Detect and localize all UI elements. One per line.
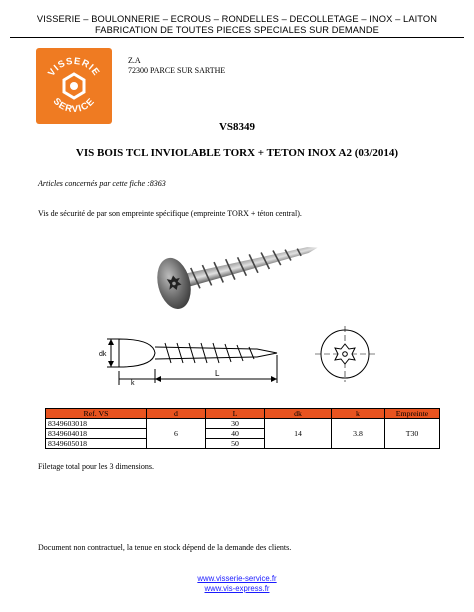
header-line-1: VISSERIE – BOULONNERIE – ECROUS – RONDELLES – DECOLLETAGE – INOX – LAITON — [36, 14, 438, 24]
torx-front-view-icon — [315, 326, 375, 382]
footer-link-visserie[interactable]: www.visserie-service.fr — [197, 574, 277, 583]
logo-graphic — [36, 48, 112, 124]
label-l: L — [215, 369, 220, 378]
screw-photo — [150, 228, 330, 306]
cell-ref: 8349604018 — [46, 429, 147, 439]
table-header-row — [46, 409, 440, 419]
footer-link-vis-express[interactable]: www.vis-express.fr — [204, 584, 270, 593]
cell-length: 30 — [206, 419, 265, 429]
header-ref: Ref. VS — [46, 409, 147, 419]
cell-length: 50 — [206, 439, 265, 449]
spec-table — [45, 408, 440, 449]
cell-dk: 14 — [265, 419, 332, 449]
cell-ref: 8349605018 — [46, 439, 147, 449]
label-dk: dk — [99, 351, 107, 358]
logo-text-bottom: SERVICE — [50, 95, 98, 116]
company-logo — [36, 48, 112, 124]
header-line-2: FABRICATION DE TOUTES PIECES SPECIALES SUR DEMANDE — [95, 25, 379, 35]
logo-text-top: VISSERIE — [46, 55, 102, 79]
cell-d: 6 — [147, 419, 206, 449]
header-l: L — [206, 409, 265, 419]
cell-k: 3.8 — [332, 419, 385, 449]
articles-note: Articles concernés par cette fiche :8363 — [38, 179, 166, 188]
product-title: VIS BOIS TCL INVIOLABLE TORX + TETON INOX A2 (03/2014) — [75, 147, 399, 159]
cell-length: 40 — [206, 429, 265, 439]
disclaimer-note: Document non contractuel, la tenue en stock dépend de la demande des clients. — [38, 543, 292, 552]
header-k: k — [332, 409, 385, 419]
table-row — [46, 419, 440, 429]
header-divider — [10, 37, 464, 38]
threading-note: Filetage total pour les 3 dimensions. — [38, 462, 154, 471]
label-k: k — [131, 380, 135, 387]
header-empreinte: Empreinte — [385, 409, 440, 419]
header-dk: dk — [265, 409, 332, 419]
cell-ref: 8349603018 — [46, 419, 147, 429]
cell-empreinte: T30 — [385, 419, 440, 449]
technical-drawing — [99, 325, 405, 393]
header-d: d — [147, 409, 206, 419]
address-line-2: 72300 PARCE SUR SARTHE — [128, 66, 226, 75]
product-ref: VS8349 — [218, 121, 256, 133]
product-description: Vis de sécurité de par son empreinte spécifique (empreinte TORX + téton central). — [38, 209, 302, 218]
address-line-1: Z.A — [128, 56, 141, 65]
